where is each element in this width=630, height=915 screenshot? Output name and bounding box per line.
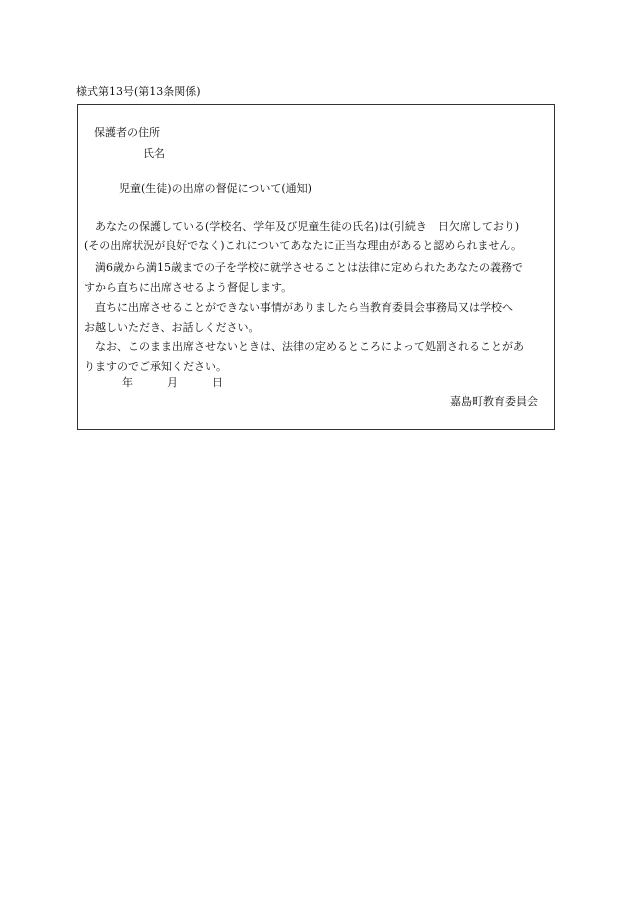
month-label: 月 xyxy=(167,376,178,389)
body-line: (その出席状況が良好でなく)これについてあなたに正当な理由があると認められません。 xyxy=(84,239,523,252)
form-number: 様式第13号(第13条関係) xyxy=(76,85,201,98)
issuer-name: 嘉島町教育委員会 xyxy=(450,395,538,408)
day-label: 日 xyxy=(212,376,223,389)
year-label: 年 xyxy=(122,376,133,389)
notice-frame xyxy=(77,104,555,430)
notice-subject: 児童(生徒)の出席の督促について(通知) xyxy=(119,182,312,195)
body-line: 満6歳から満15歳までの子を学校に就学させることは法律に定められたあなたの義務で xyxy=(84,261,523,274)
body-line: りますのでご承知ください。 xyxy=(84,360,227,373)
body-line: 直ちに出席させることができない事情がありましたら当教育委員会事務局又は学校へ xyxy=(84,301,513,314)
guardian-address-label: 保護者の住所 xyxy=(94,126,160,139)
body-line: なお、このまま出席させないときは、法律の定めるところによって処罰されることがあ xyxy=(84,340,524,353)
body-line: あなたの保護している(学校名、学年及び児童生徒の氏名)は(引続き 日欠席しており) xyxy=(84,220,520,233)
guardian-name-label: 氏名 xyxy=(143,147,165,160)
body-line: お越しいただき、お話しください。 xyxy=(84,321,260,334)
notice-date xyxy=(122,376,223,390)
body-line: すから直ちに出席させるよう督促します。 xyxy=(84,281,293,294)
